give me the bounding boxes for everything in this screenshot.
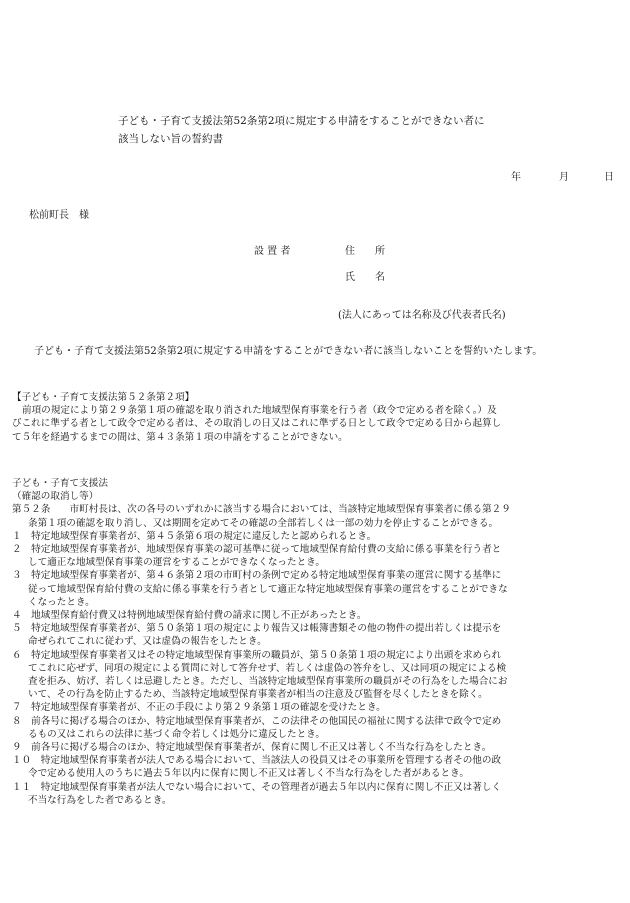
article-item-continuation: 不当な行為をした者であるとき。	[28, 794, 172, 806]
corporation-note: (法人にあっては名称及び代表者氏名)	[338, 310, 506, 321]
addressee: 松前町長 様	[29, 210, 89, 221]
article-item-continuation: いて、その行為を防止するため、当該特定地域型保育事業者が相当の注意及び監督を尽くしたときを除く。	[28, 689, 488, 701]
document-title-line-1: 子ども・子育て支援法第52条第2項に規定する申請をすることができない者に	[118, 115, 485, 127]
article-item: ８ 前各号に掲げる場合のほか、特定地域型保育事業者が、この法律その他国民の福祉に関する法律で政令で定め	[12, 715, 502, 727]
section-body-line: 前項の規定により第２９条第１項の確認を取り消された地域型保育事業を行う者（政令で定める者を除く。）及	[22, 405, 497, 417]
section-heading: 【子ども・子育て支援法第５２条第２項】	[12, 392, 195, 403]
article-item: ３ 特定地域型保育事業者が、第４６条第２項の市町村の条例で定める特定地域型保育事業の運営に関する基準に	[12, 570, 502, 582]
date-day-label: 日	[604, 172, 614, 183]
article-item: ６ 特定地域型保育事業者又はその特定地域型保育事業所の職員が、第５０条第１項の規定により出頭を求められ	[12, 649, 502, 661]
address-label: 住 所	[345, 246, 385, 257]
article-item-continuation: 従って地域型保育給付費の支給に係る事業を行う者として適正な特定地域型保育事業の運営をすることができな	[28, 583, 508, 595]
article-subtitle: （確認の取消し等）	[12, 491, 99, 503]
article-item: １１ 特定地域型保育事業者が法人でない場合において、その管理者が過去５年以内に保育に関し不正又は著しく	[12, 781, 502, 793]
article-item: １ 特定地域型保育事業者が、第４５条第６項の規定に違反したと認められるとき。	[12, 530, 377, 542]
article-item: ４ 地域型保育給付費又は特例地域型保育給付費の請求に関し不正があったとき。	[12, 610, 367, 622]
law-name: 子ども・子育て支援法	[12, 478, 108, 489]
article-52-2-section	[12, 391, 624, 444]
article-item: ２ 特定地域型保育事業者が、地域型保育事業の認可基準に従って地域型保育給付費の支給に係る事業を行う者と	[12, 544, 502, 556]
article-item: ７ 特定地域型保育事業者が、不正の手段により第２９条第１項の確認を受けたとき。	[12, 702, 386, 714]
document-title-line-2: 該当しない旨の誓約書	[118, 133, 223, 145]
article-item: ５ 特定地域型保育事業者が、第５０条第１項の規定により報告又は帳簿書類その他の物件の提出若しくは提示を	[12, 623, 502, 635]
article-item-continuation: くなったとき。	[28, 596, 95, 608]
article-item: ９ 前各号に掲げる場合のほか、特定地域型保育事業者が、保育に関し不正又は著しく不当な行為をしたとき。	[12, 742, 492, 754]
article-item: １０ 特定地域型保育事業者が法人である場合において、当該法人の役員又はその事業所を管理する者その他の政	[12, 755, 502, 767]
article-item-continuation: るもの又はこれらの法律に基づく命令若しくは処分に違反したとき。	[28, 728, 326, 740]
section-body-line: て５年を経過するまでの間は、第４３条第１項の申請をすることができない。	[12, 431, 348, 443]
article-items-list	[12, 530, 624, 807]
article-item-continuation: てこれに応ぜず、同項の規定による質問に対して答弁せず、若しくは虚偽の答弁をし、又は同項の規定による検	[28, 662, 507, 674]
article-text-line: 条第１項の確認を取り消し、又は期間を定めてその確認の全部若しくは一部の効力を停止することができる。	[28, 517, 499, 529]
pledge-statement: 子ども・子育て支援法第52条第2項に規定する申請をすることができない者に該当しないことを誓約いたします。	[34, 346, 543, 357]
date-month-label: 月	[559, 172, 569, 183]
article-item-continuation: 査を拒み、妨げ、若しくは忌避したとき。ただし、当該特定地域型保育事業所の職員がその行為をした場合にお	[28, 676, 508, 688]
article-item-continuation: して適正な地域型保育事業の運営をすることができなくなったとき。	[28, 557, 326, 569]
installer-label: 設 置 者	[254, 246, 291, 257]
article-item-continuation: 令で定める使用人のうちに過去５年以内に保育に関し不正又は著しく不当な行為をした者があるとき。	[28, 768, 469, 780]
date-year-label: 年	[511, 172, 521, 183]
name-label: 氏 名	[345, 272, 385, 283]
article-52-section	[12, 477, 624, 807]
section-body-line: びこれに準ずる者として政令で定める者は、その取消しの日又はこれに準ずる日として政令で定める日から起算し	[12, 418, 502, 430]
article-text-line: 第５２条 市町村長は、次の各号のいずれかに該当する場合においては、当該特定地域型保育事業者に係る第２９	[12, 504, 511, 516]
article-item-continuation: 命ぜられてこれに従わず、又は虚偽の報告をしたとき。	[28, 636, 267, 648]
